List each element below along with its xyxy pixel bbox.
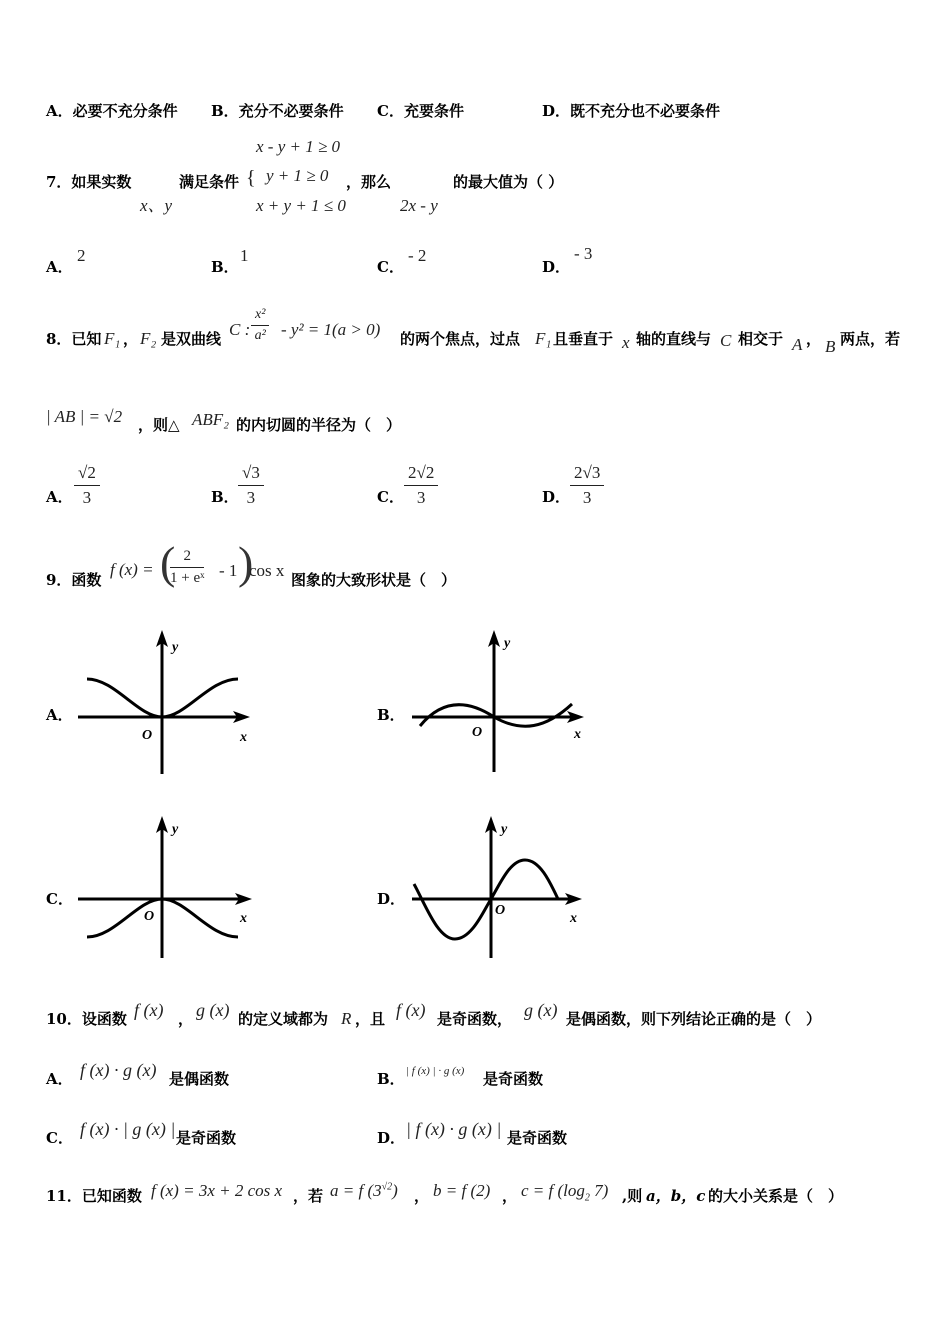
q8-fraction (251, 307, 269, 344)
q9-graph-c (70, 812, 260, 962)
q7-vars: x、y (140, 196, 173, 215)
q11-abc: a，b，c (646, 1187, 706, 1205)
q7-option-c-label: C． (377, 258, 404, 276)
q10-t2: ，且 (355, 1010, 386, 1028)
q8-option-c-label: C． (377, 488, 404, 506)
q8-fraction-num: x² (251, 307, 269, 326)
q11-a-close: ) (392, 1181, 398, 1200)
q8-option-b-num: √3 (238, 463, 264, 486)
q11-a-base: a = f (3 (330, 1181, 382, 1200)
q8-option-c-den: 3 (416, 488, 426, 507)
q10-option-b-text: 是奇函数 (483, 1070, 544, 1088)
q8-fraction-den: a² (254, 328, 266, 343)
q9-cos: cos x (249, 561, 285, 580)
q8-prefix: 8．已知 (46, 330, 102, 348)
q8-comma2: ， (806, 330, 822, 348)
q9-left-paren: ( (160, 537, 176, 588)
q8-f1b: F₁ (535, 329, 552, 348)
q8-comma: ， (123, 330, 139, 348)
x-label: x (240, 911, 247, 926)
q7-brace: { (246, 167, 256, 189)
q7-cond1: x - y + 1 ≥ 0 (256, 137, 341, 156)
q8-ab: | AB | = √2 (46, 407, 123, 426)
q11-a (330, 1182, 398, 1199)
q6-option-b: B．充分不必要条件 (211, 102, 344, 120)
q9-graph-b (400, 628, 590, 778)
x-label: x (570, 911, 577, 926)
q9-fraction (170, 548, 204, 587)
q7-expr: 2x - y (400, 196, 438, 215)
y-label: y (172, 822, 179, 837)
q11-c-close: 7) (589, 1181, 609, 1200)
q11-c-subscript: 2 (584, 1192, 590, 1204)
q9-tail: - 1 (219, 561, 238, 580)
q8-curve: C : (229, 320, 251, 339)
q8-option-d-value (570, 463, 604, 508)
q8-option-d-label: D． (542, 488, 571, 506)
q7-cond3: x + y + 1 ≤ 0 (256, 196, 346, 215)
q10-r: R (341, 1009, 352, 1028)
q10-option-c-expr: f (x) · | g (x) | (80, 1119, 176, 1139)
origin-label: O (142, 728, 153, 743)
q8-option-a-label: A． (46, 488, 73, 506)
x-label: x (240, 730, 247, 745)
q7-option-a-label: A． (46, 258, 73, 276)
q10-option-c-label: C． (46, 1129, 73, 1147)
q10-option-a-expr: f (x) · g (x) (80, 1060, 157, 1080)
q10-t3: 是奇函数， (437, 1010, 513, 1028)
q7-option-b-label: B． (211, 258, 239, 276)
q8-option-d-den: 3 (582, 488, 592, 507)
q11-b: b = f (2) (433, 1181, 491, 1200)
q8-x: x (622, 333, 630, 352)
q10-g2: g (x) (524, 1000, 558, 1020)
q7-suffix: 的最大值为（ ） (453, 173, 564, 191)
q8-b: B (825, 337, 836, 356)
y-label: y (501, 822, 508, 837)
q8-t1: 是双曲线 (161, 330, 222, 348)
x-label: x (574, 727, 581, 742)
q10-option-b-expr: | f (x) | · g (x) (406, 1065, 465, 1077)
q8-t8: 的内切圆的半径为（ ） (236, 416, 402, 434)
q8-option-d-num: 2√3 (570, 463, 604, 486)
q11-comma: ， (414, 1187, 430, 1205)
q9-graph-a-label: A． (46, 706, 73, 724)
q9-fraction-num: 2 (170, 548, 204, 568)
q7-option-c-value: - 2 (408, 246, 427, 265)
q10-f2: f (x) (396, 1000, 426, 1020)
y-label: y (504, 636, 511, 651)
q6-option-d: D．既不充分也不必要条件 (542, 102, 721, 120)
q10-comma: ， (178, 1010, 194, 1028)
q11-prefix: 11．已知函数 (46, 1187, 142, 1205)
q8-f2: F₂ (140, 329, 157, 348)
q8-t6: 两点，若 (840, 330, 901, 348)
q9-suffix: 图象的大致形状是（ ） (291, 571, 457, 589)
q11-a-exponent: √2 (381, 1181, 393, 1193)
origin-label: O (472, 725, 483, 740)
q11-c (521, 1182, 608, 1203)
q8-option-b-value (238, 463, 264, 508)
q10-t1: 的定义域都为 (238, 1010, 329, 1028)
q8-t4: 轴的直线与 (636, 330, 712, 348)
q7-option-b-value: 1 (240, 246, 249, 265)
q8-option-a-value (74, 463, 100, 508)
q9-graph-d-label: D． (377, 890, 406, 908)
q10-option-d-expr: | f (x) · g (x) | (406, 1119, 502, 1139)
q8-triangle: ABF₂ (192, 410, 230, 429)
q9-prefix: 9．函数 (46, 571, 102, 589)
q9-graph-d (400, 812, 590, 962)
q9-fx: f (x) = (110, 560, 154, 579)
q9-graph-a (70, 628, 260, 778)
q9-graph-c-label: C． (46, 890, 73, 908)
q7-mid: 满足条件 (179, 173, 240, 191)
q10-option-d-text: 是奇函数 (507, 1129, 568, 1147)
curve (420, 704, 572, 726)
q8-t3: 且垂直于 (553, 330, 614, 348)
q11-comma2: ， (502, 1187, 518, 1205)
q8-option-b-label: B． (211, 488, 239, 506)
q9-right-paren: ) (238, 537, 254, 588)
q7-cond2: y + 1 ≥ 0 (266, 166, 329, 185)
q7-then: ，那么 (346, 173, 392, 191)
q10-option-a-text: 是偶函数 (169, 1070, 230, 1088)
q11-t1: ，若 (293, 1187, 324, 1205)
q8-f1: F₁ (104, 329, 121, 348)
q8-option-a-num: √2 (74, 463, 100, 486)
q11-c-base: c = f (log (521, 1181, 585, 1200)
q9-fraction-den: 1 + eˣ (170, 570, 205, 586)
q7-option-d-value: - 3 (574, 244, 593, 263)
origin-label: O (144, 909, 155, 924)
q8-t5: 相交于 (738, 330, 784, 348)
q8-t2: 的两个焦点，过点 (400, 330, 521, 348)
q8-t7: ，则△ (138, 416, 180, 434)
q8-option-c-num: 2√2 (404, 463, 438, 486)
q7-option-d-label: D． (542, 258, 571, 276)
q10-option-c-text: 是奇函数 (176, 1129, 237, 1147)
q8-equation-rest: - y² = 1(a > 0) (281, 320, 381, 339)
y-label: y (172, 640, 179, 655)
q9-graph-b-label: B． (377, 706, 405, 724)
q10-prefix: 10．设函数 (46, 1010, 127, 1028)
q10-t4: 是偶函数，则下列结论正确的是（ ） (566, 1010, 822, 1028)
q10-option-b-label: B． (377, 1070, 405, 1088)
q10-f: f (x) (134, 1000, 164, 1020)
q6-option-c: C．充要条件 (377, 102, 464, 120)
origin-label: O (495, 903, 506, 918)
q7-option-a-value: 2 (77, 246, 86, 265)
q6-option-a: A．必要不充分条件 (46, 102, 178, 120)
q8-option-b-den: 3 (246, 488, 256, 507)
q11-fx: f (x) = 3x + 2 cos x (151, 1181, 283, 1200)
q10-option-d-label: D． (377, 1129, 406, 1147)
q11-t3: 的大小关系是（ ） (708, 1187, 844, 1205)
q8-c: C (720, 331, 732, 350)
q11-t2: ,则 (622, 1187, 643, 1205)
q8-option-a-den: 3 (82, 488, 92, 507)
q8-option-c-value (404, 463, 438, 508)
q7-prefix: 7．如果实数 (46, 173, 132, 191)
q8-a: A (792, 335, 803, 354)
q10-g: g (x) (196, 1000, 230, 1020)
q10-option-a-label: A． (46, 1070, 73, 1088)
